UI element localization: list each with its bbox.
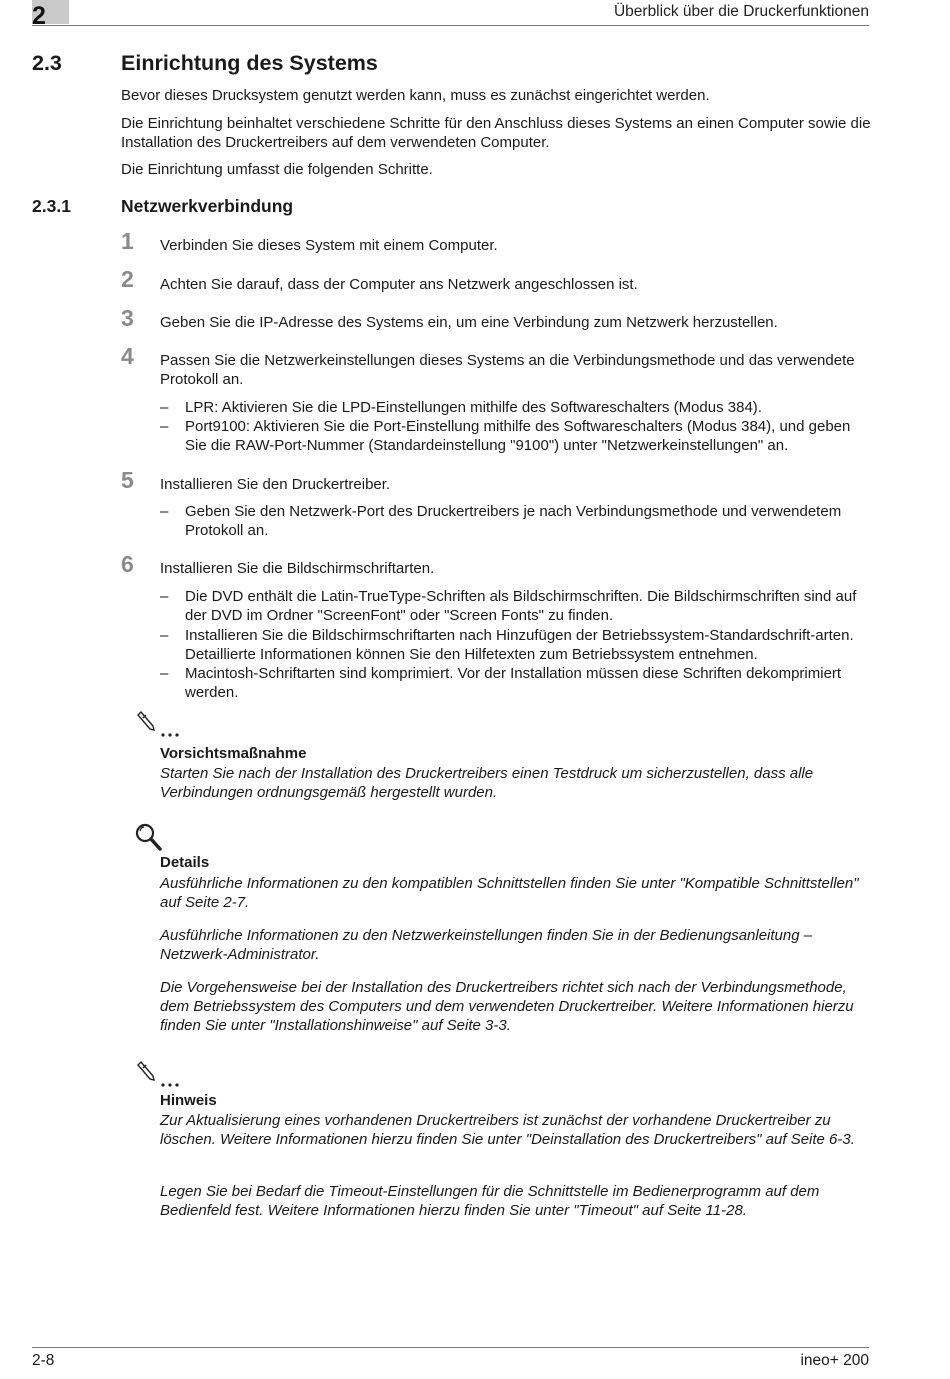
bullet-dash: – <box>160 627 169 644</box>
note-text-precaution: Starten Sie nach der Installation des Druckertreibers einen Testdruck um sicherzustellen, dass alle Verbindungen ordnungsgemäß hergestellt wurden. <box>160 765 814 801</box>
step-number-6: 6 <box>121 551 134 577</box>
bullet-dash: – <box>160 399 169 416</box>
step-number-1: 1 <box>121 228 134 254</box>
bullet-text: Macintosh-Schriftarten sind komprimiert. Vor der Installation müssen diese Schriften dekomprimiert werden. <box>185 665 842 701</box>
step-number-4: 4 <box>121 343 134 369</box>
chapter-number: 2 <box>32 2 46 30</box>
intro-paragraph-3: Die Einrichtung umfasst die folgenden Schritte. <box>121 161 433 178</box>
step-4-bullet-1 <box>160 398 870 417</box>
page-number: 2-8 <box>32 1352 55 1369</box>
step-text-1: Verbinden Sie dieses System mit einem Computer. <box>160 237 498 254</box>
subsection-title: Netzwerkverbindung <box>121 196 294 216</box>
step-text-3: Geben Sie die IP-Adresse des Systems ein, um eine Verbindung zum Netzwerk herzustellen. <box>160 314 778 331</box>
bullet-dash: – <box>160 418 169 435</box>
step-6-bullet-1 <box>160 587 870 625</box>
step-text-4: Passen Sie die Netzwerkeinstellungen dieses Systems an die Verbindungsmethode und das verwendete Protokoll an. <box>160 352 855 388</box>
note-text-hint-2: Legen Sie bei Bedarf die Timeout-Einstellungen für die Schnittstelle im Bedienerprogramm auf dem Bedienfeld fest. Weitere Informationen hierzu finden Sie unter "Timeout" auf Seite 11-28. <box>160 1183 820 1219</box>
step-text-2: Achten Sie darauf, dass der Computer ans Netzwerk angeschlossen ist. <box>160 276 638 293</box>
step-6-bullet-2 <box>160 626 870 664</box>
note-heading-precaution: Vorsichtsmaßnahme <box>160 745 307 762</box>
step-4-bullet-2 <box>160 417 870 455</box>
step-text-6: Installieren Sie die Bildschirmschriftarten. <box>160 560 435 577</box>
bullet-dash: – <box>160 503 169 520</box>
bullet-text: Geben Sie den Netzwerk-Port des Druckertreibers je nach Verbindungsmethode und verwendetem Protokoll an. <box>185 503 842 539</box>
step-number-5: 5 <box>121 467 134 493</box>
section-title: Einrichtung des Systems <box>121 51 378 75</box>
product-name: ineo+ 200 <box>800 1352 869 1369</box>
note-text-details-3: Die Vorgehensweise bei der Installation des Druckertreibers richtet sich nach der Verbindungsmethode, dem Betriebssystem des Computers und dem verwendeten Druckertreiber. Weitere Informationen hierzu finden Sie unter "Installationshinweise" auf Seite 3-3. <box>160 979 854 1034</box>
intro-paragraph-1: Bevor dieses Drucksystem genutzt werden kann, muss es zunächst eingerichtet werden. <box>121 87 710 104</box>
bullet-text: LPR: Aktivieren Sie die LPD-Einstellungen mithilfe des Softwareschalters (Modus 384). <box>185 399 762 416</box>
step-text-5: Installieren Sie den Druckertreiber. <box>160 476 391 493</box>
subsection-number: 2.3.1 <box>32 196 71 216</box>
pencil-note-icon <box>135 1060 185 1090</box>
magnifier-icon <box>135 822 185 852</box>
running-header-title: Überblick über die Druckerfunktionen <box>613 3 869 20</box>
section-number: 2.3 <box>32 51 62 75</box>
note-text-details-2: Ausführliche Informationen zu den Netzwerkeinstellungen finden Sie in der Bedienungsanleitung – Netzwerk-Administrator. <box>160 927 813 963</box>
intro-paragraph-2: Die Einrichtung beinhaltet verschiedene Schritte für den Anschluss dieses Systems an einen Computer sowie die Installation des Druckertreibers auf dem verwendeten Computer. <box>121 115 871 151</box>
note-text-hint-1: Zur Aktualisierung eines vorhandenen Druckertreibers ist zunächst der vorhandene Druckertreiber zu löschen. Weitere Informationen hierzu finden Sie unter "Deinstallation des Druckertreibers" auf Seite 6-3. <box>160 1112 855 1148</box>
pencil-note-icon <box>135 710 185 740</box>
step-number-2: 2 <box>121 266 134 292</box>
bullet-text: Installieren Sie die Bildschirmschriftarten nach Hinzufügen der Betriebssystem-Standardschrift-arten. Detaillierte Informationen können Sie den Hilfetexten zum Betriebssystem entnehmen. <box>185 627 854 663</box>
step-5-bullet-1 <box>160 502 870 540</box>
bullet-text: Die DVD enthält die Latin-TrueType-Schriften als Bildschirmschriften. Die Bildschirmschriften sind auf der DVD im Ordner "ScreenFont" oder "Screen Fonts" zu finden. <box>185 588 857 624</box>
bullet-text: Port9100: Aktivieren Sie die Port-Einstellung mithilfe des Softwareschalters (Modus 384), und geben Sie die RAW-Port-Nummer (Standardeinstellung "9100") unter "Netzwerkeinstellungen" an. <box>185 418 851 454</box>
bullet-dash: – <box>160 588 169 605</box>
step-6-bullet-3 <box>160 664 870 702</box>
note-heading-hint: Hinweis <box>160 1092 217 1109</box>
step-number-3: 3 <box>121 305 134 331</box>
note-heading-details: Details <box>160 854 210 871</box>
footer-divider <box>32 1347 869 1348</box>
note-text-details-1: Ausführliche Informationen zu den kompatiblen Schnittstellen finden Sie unter "Kompatible Schnittstellen" auf Seite 2-7. <box>160 875 859 911</box>
header-divider <box>32 25 869 26</box>
bullet-dash: – <box>160 665 169 682</box>
